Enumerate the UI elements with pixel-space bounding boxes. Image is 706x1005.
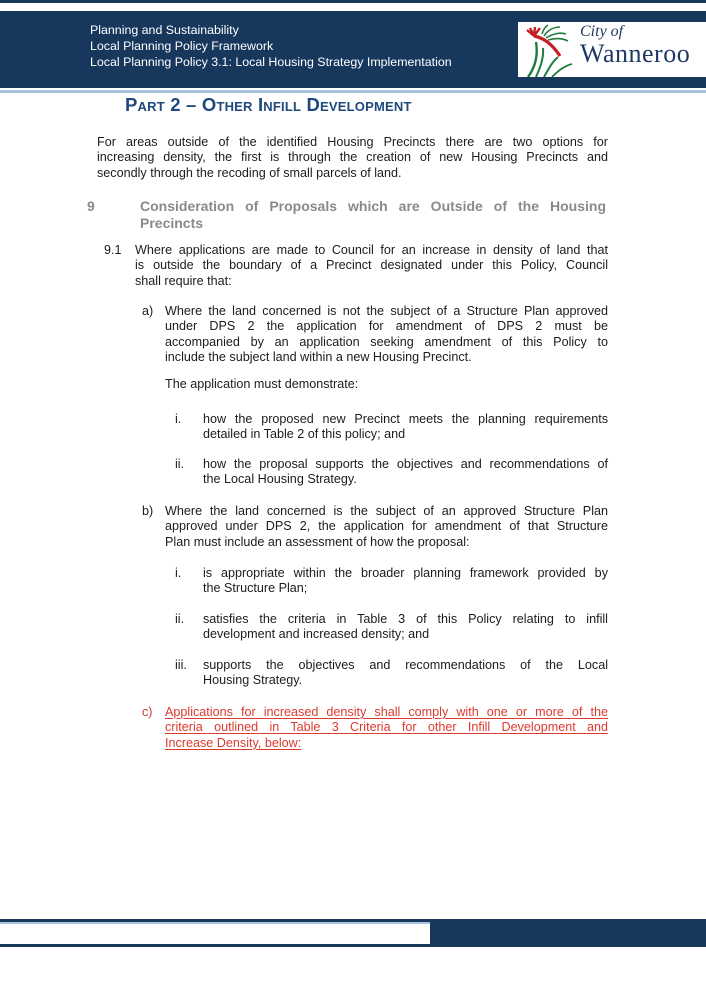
page-title: Part 2 – Other Infill Development (125, 94, 412, 115)
footer-band (0, 919, 706, 947)
item-b-ii-marker: ii. (175, 612, 185, 626)
logo-wanneroo: Wanneroo (580, 39, 691, 68)
item-b-i-text: is appropriate within the broader planning framework provided by the Structure Plan; (203, 566, 608, 596)
item-b-text: Where the land concerned is the subject of an approved Structure Plan approved under DPS 2, the application for amendment of that Structure Plan must include an assessment of how the proposal: (165, 504, 608, 549)
header-accent-line (0, 90, 706, 93)
clause-9-1-text: Where applications are made to Council for an increase in density of land that is outside the boundary of a Precinct designated under this Policy, Council shall require that: (135, 243, 608, 288)
logo-text (580, 23, 690, 67)
kangaroo-paw-icon (522, 24, 582, 77)
item-b-ii-text: satisfies the criteria in Table 3 of this Policy relating to infill development and increased density; and (203, 612, 608, 642)
section-9-number: 9 (87, 198, 95, 214)
item-c-text: Applications for increased density shall comply with one or more of the criteria outlined in Table 3 Criteria for other Infill Development and Increase Density, below: (165, 705, 608, 750)
item-c-marker: c) (142, 705, 153, 719)
footer-right-box (430, 919, 706, 947)
demonstrate-note: The application must demonstrate: (165, 377, 359, 391)
header-line-framework: Local Planning Policy Framework (90, 39, 274, 53)
item-a-ii-marker: ii. (175, 457, 185, 471)
logo-city-of: City of (580, 23, 624, 40)
item-a-marker: a) (142, 304, 154, 318)
item-a-text: Where the land concerned is not the subject of a Structure Plan approved under DPS 2 the application for amendment of DPS 2 must be accompanied by an application seeking amendment of this Policy to include the subject land within a new Housing Precinct. (165, 304, 608, 364)
item-b-marker: b) (142, 504, 154, 518)
item-a-i-text: how the proposed new Precinct meets the planning requirements detailed in Table 2 of this policy; and (203, 412, 608, 442)
footer-accent-line (0, 922, 430, 924)
item-b-i-marker: i. (175, 566, 182, 580)
intro-paragraph: For areas outside of the identified Housing Precincts there are two options for increasing density, the first is through the creation of new Housing Precincts and secondly through the recoding of small parcels of land. (97, 135, 608, 180)
item-b-iii-text: supports the objectives and recommendations of the Local Housing Strategy. (203, 658, 608, 688)
item-a-i-marker: i. (175, 412, 182, 426)
footer-left-box (0, 919, 430, 947)
header-text-block (90, 22, 452, 70)
clause-9-1-marker: 9.1 (104, 243, 122, 257)
item-a-ii-text: how the proposal supports the objectives and recommendations of the Local Housing Strategy. (203, 457, 608, 487)
header-line-policy: Local Planning Policy 3.1: Local Housing Strategy Implementation (90, 55, 452, 69)
top-border-line (0, 0, 706, 3)
header-band (0, 11, 706, 88)
section-9-heading: Consideration of Proposals which are Outside of the Housing Precincts (140, 198, 606, 231)
item-b-iii-marker: iii. (175, 658, 187, 672)
city-of-wanneroo-logo (518, 22, 706, 77)
header-line-department: Planning and Sustainability (90, 23, 239, 37)
